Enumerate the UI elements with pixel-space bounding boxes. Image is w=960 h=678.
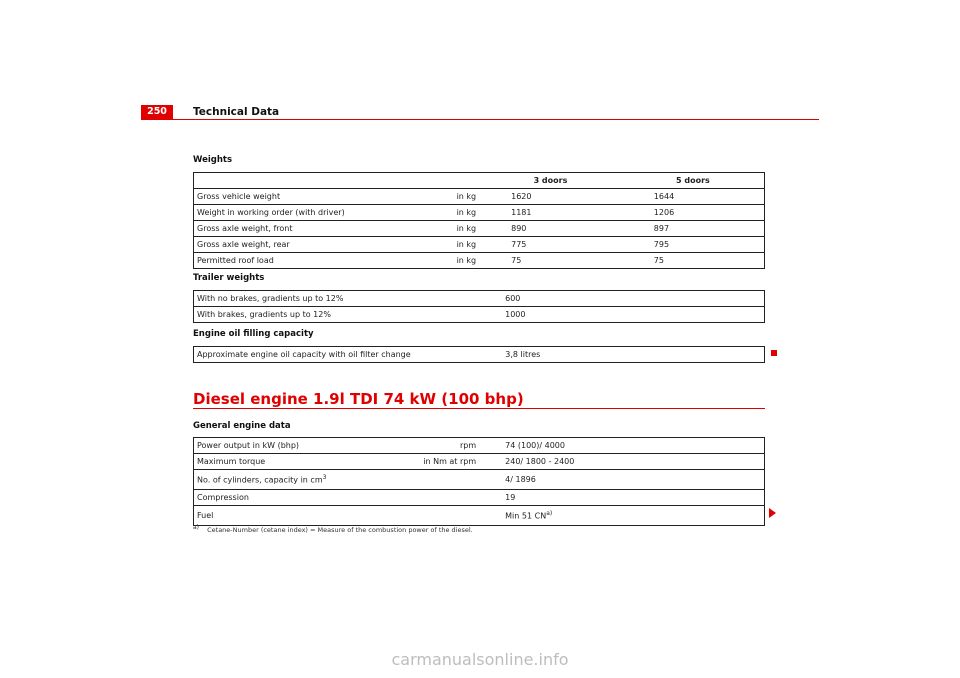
- row-label: Gross axle weight, front: [194, 221, 414, 237]
- header-empty-cell: [194, 173, 414, 189]
- table-row: [194, 253, 765, 269]
- value-3-doors: 890: [479, 221, 622, 237]
- value-3-doors: 1620: [479, 189, 622, 205]
- oil-capacity-label: Engine oil filling capacity: [193, 329, 314, 339]
- value-3-doors: 775: [479, 237, 622, 253]
- row-value: 600: [505, 294, 521, 303]
- footnote-text: Cetane-Number (cetane index) = Measure of the combustion power of the diesel.: [207, 526, 473, 535]
- superscript: 3: [322, 474, 327, 482]
- weights-label: Weights: [193, 155, 233, 165]
- row-label: [194, 470, 414, 490]
- row-label: Power output in kW (bhp): [197, 441, 300, 450]
- section-end-marker: [771, 350, 777, 356]
- page-title: Technical Data: [193, 106, 280, 118]
- table-row: [194, 221, 765, 237]
- row-unit: in kg: [413, 237, 479, 253]
- row-value: 4/ 1896: [479, 470, 764, 490]
- next-page-arrow-icon: [769, 508, 776, 518]
- diesel-engine-heading: Diesel engine 1.9l TDI 74 kW (100 bhp): [193, 390, 524, 408]
- row-value: 19: [479, 490, 764, 506]
- row-unit: [413, 490, 479, 506]
- row-unit: in kg: [413, 205, 479, 221]
- row-unit: in kg: [413, 221, 479, 237]
- row-label: Weight in working order (with driver): [194, 205, 414, 221]
- weights-table: [193, 172, 765, 269]
- trailer-weights-table: [193, 290, 765, 323]
- table-row: [194, 307, 765, 323]
- table-row: [194, 506, 765, 526]
- row-unit: [413, 470, 479, 490]
- general-engine-data-label: General engine data: [193, 421, 291, 431]
- col-3-doors: 3 doors: [533, 176, 568, 185]
- table-row: [194, 438, 765, 454]
- value-3-doors: 1181: [479, 205, 622, 221]
- table-header-row: [194, 173, 765, 189]
- row-unit: in kg: [413, 253, 479, 269]
- row-value: 74 (100)/ 4000: [505, 441, 565, 450]
- row-label: Gross axle weight, rear: [194, 237, 414, 253]
- table-row: [194, 454, 765, 470]
- value-5-doors: 1206: [622, 205, 765, 221]
- footnote-reference: a): [546, 510, 553, 518]
- row-unit: in Nm at rpm: [413, 454, 479, 470]
- row-unit: [413, 506, 479, 526]
- header-empty-cell: [413, 173, 479, 189]
- table-row: [194, 205, 765, 221]
- row-label: Compression: [194, 490, 414, 506]
- table-row: [194, 470, 765, 490]
- heading-underline: [193, 408, 765, 409]
- row-value: 3,8 litres: [505, 350, 541, 359]
- row-value: 240/ 1800 - 2400: [479, 454, 764, 470]
- row-label: Gross vehicle weight: [194, 189, 414, 205]
- value-5-doors: 75: [622, 253, 765, 269]
- row-label: Permitted roof load: [194, 253, 414, 269]
- row-label: Maximum torque: [194, 454, 414, 470]
- value-text: Min 51 CN: [505, 511, 547, 521]
- row-label: With no brakes, gradients up to 12%: [197, 294, 344, 303]
- watermark: carmanualsonline.info: [391, 650, 569, 669]
- row-value: 1000: [479, 307, 764, 323]
- table-row: [194, 347, 765, 363]
- row-label: Approximate engine oil capacity with oil filter change: [197, 350, 411, 359]
- value-5-doors: 795: [622, 237, 765, 253]
- row-value: [479, 506, 764, 526]
- row-label: With brakes, gradients up to 12%: [194, 307, 480, 323]
- engine-data-table: [193, 437, 765, 526]
- table-row: [194, 490, 765, 506]
- label-text: No. of cylinders, capacity in cm: [197, 475, 323, 485]
- footnote-marker: a): [193, 524, 200, 531]
- row-unit: rpm: [459, 441, 477, 450]
- col-5-doors: 5 doors: [676, 176, 710, 185]
- value-3-doors: 75: [479, 253, 622, 269]
- header-divider: [141, 119, 819, 120]
- page-number: 250: [141, 105, 173, 119]
- value-5-doors: 1644: [622, 189, 765, 205]
- table-row: [194, 237, 765, 253]
- table-row: [194, 189, 765, 205]
- trailer-weights-label: Trailer weights: [193, 273, 265, 283]
- oil-capacity-table: [193, 346, 765, 363]
- value-5-doors: 897: [622, 221, 765, 237]
- row-label: Fuel: [194, 506, 414, 526]
- row-unit: in kg: [413, 189, 479, 205]
- footnote: [193, 524, 473, 534]
- table-row: [194, 291, 765, 307]
